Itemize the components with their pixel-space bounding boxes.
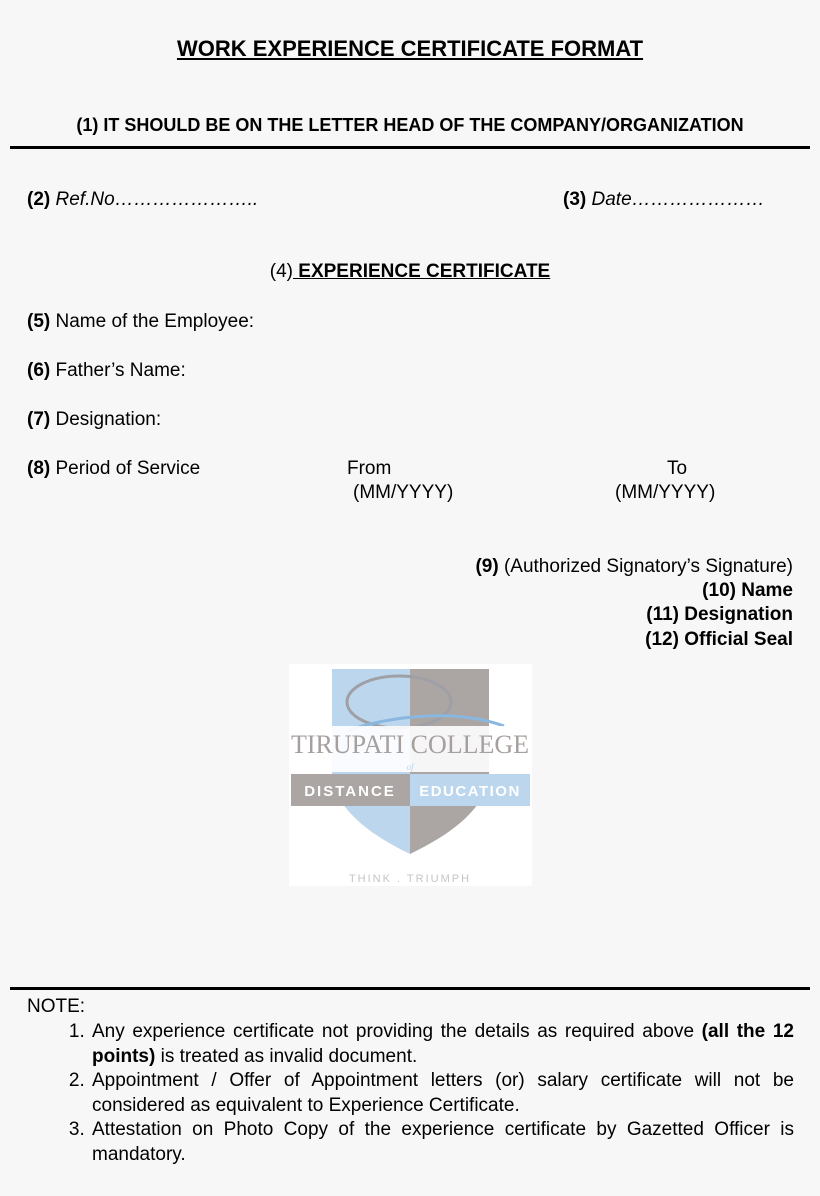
signatory-designation: (11) Designation [646, 604, 793, 625]
field-num: (8) [27, 458, 51, 479]
letterhead-instruction: (1) IT SHOULD BE ON THE LETTER HEAD OF THE COMPANY/ORGANIZATION [76, 115, 744, 135]
note-text-tail: is treated as invalid document. [155, 1045, 418, 1067]
shield-icon [289, 664, 532, 886]
ref-no [27, 189, 258, 211]
period-from: From [347, 458, 392, 479]
field-father-name [27, 360, 186, 382]
heading-num: (4) [269, 261, 293, 282]
note-text: Any experience certificate not providing the details as required above [92, 1021, 702, 1042]
certificate-heading [0, 261, 820, 283]
date-label: Date………………… [591, 189, 765, 210]
field-period [27, 458, 200, 480]
period-from-format: (MM/YYYY) [353, 482, 454, 503]
heading-label: EXPERIENCE CERTIFICATE [293, 261, 551, 282]
ref-num: (2) [27, 189, 51, 210]
watermark-left: DISTANCE [304, 783, 396, 800]
field-designation [27, 409, 161, 431]
field-num: (7) [27, 409, 51, 430]
field-label: Period of Service [50, 458, 201, 479]
note-item [90, 1020, 794, 1069]
watermark-of: of [406, 762, 414, 772]
signatory-name: (10) Name [702, 580, 793, 601]
note-list [50, 1020, 794, 1168]
ref-label: Ref.No………………….. [55, 189, 259, 210]
note-emphasis: (all the 12 points) [92, 1021, 794, 1067]
field-label: Father’s Name: [50, 360, 186, 381]
divider-bottom [10, 987, 810, 990]
note-item [90, 1118, 794, 1167]
note-text: Appointment / Offer of Appointment letters (or) salary certificate will not be considered as equivalent to Experience Certificate. [92, 1070, 794, 1116]
date [563, 189, 765, 211]
watermark-tagline: THINK . TRIUMPH [348, 873, 472, 885]
field-num: (5) [27, 311, 51, 332]
note-label: NOTE: [27, 996, 86, 1017]
note-text: Attestation on Photo Copy of the experience certificate by Gazetted Officer is mandatory. [92, 1119, 794, 1165]
field-num: (6) [27, 360, 51, 381]
college-logo-watermark [289, 664, 532, 886]
signatory-num: (9) [475, 556, 499, 577]
watermark-right: EDUCATION [419, 783, 521, 800]
period-to-format: (MM/YYYY) [615, 482, 716, 503]
document-title: WORK EXPERIENCE CERTIFICATE FORMAT [176, 36, 644, 61]
signatory-signature [475, 556, 793, 578]
signatory-label: (Authorized Signatory’s Signature) [498, 556, 793, 577]
field-label: Designation: [50, 409, 162, 430]
field-label: Name of the Employee: [50, 311, 255, 332]
official-seal: (12) Official Seal [645, 629, 793, 650]
watermark-line1: TIRUPATI COLLEGE [290, 730, 530, 759]
note-item [90, 1069, 794, 1118]
period-to: To [667, 458, 688, 479]
field-employee-name [27, 311, 254, 333]
divider-top [10, 146, 810, 149]
date-num: (3) [563, 189, 587, 210]
